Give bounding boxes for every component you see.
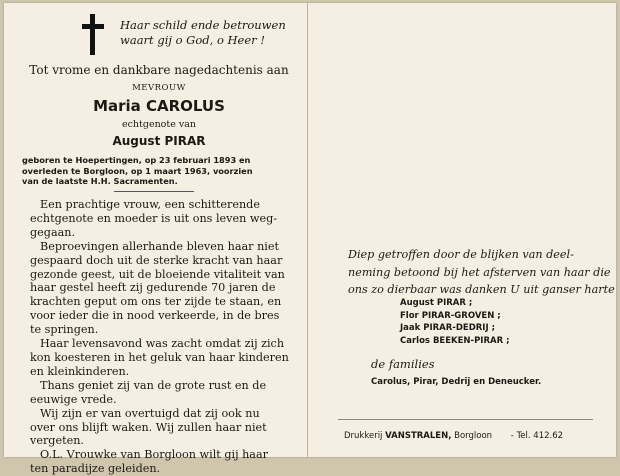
body-line: gespaard doch uit de sterke kracht van haar [30,253,283,267]
families-list: Carolus, Pirar, Dedrij en Deneucker. [371,377,542,387]
right-panel [308,3,616,457]
body-paragraph [30,379,305,407]
thanks-line: Diep getroffen door de blijken van deel- [348,248,574,261]
printer-city: Borgloon [454,431,493,441]
birth-line: van de laatste H.H. Sacramenten. [22,176,178,186]
memorial-card [4,3,616,476]
body-line: vergeten. [30,434,84,448]
families-label: de families [371,357,435,371]
spouse-label: echtgenote van [121,119,197,130]
intro-text: Tot vrome en dankbare nagedachtenis aan [29,63,289,77]
body-line: ten paradijze geleiden. [30,462,161,476]
body-line: gegaan. [30,225,76,239]
divider [114,191,194,192]
printer-dash: - [510,431,514,441]
family-name: Flor PIRAR-GROVEN ; [400,310,501,321]
birth-death-info [22,155,300,187]
body-line: haar gestel heeft zij gedurende 70 jaren de [30,281,276,295]
body-line: echtgenote en moeder is uit ons leven weg- [30,211,278,225]
body-line: te springen. [30,323,99,337]
thanks-line: neming betoond bij het afsterven van haar die [348,265,611,279]
family-name: Carlos BEEKEN-PIRAR ; [400,335,510,346]
birth-line: overleden te Borgloon, op 1 maart 1963, voorzien [22,165,253,176]
body-paragraph [30,337,305,379]
printer-label: Drukkerij [344,431,383,441]
body-paragraph [30,240,305,337]
cross-icon [82,14,104,55]
deceased-name: Maria CAROLUS [93,97,225,115]
printer-divider [338,419,593,420]
body-line: Een prachtige vrouw, een schitterende [40,198,260,211]
body-paragraph [30,198,305,240]
body-line: Haar levensavond was zacht omdat zij zich [40,337,285,351]
body-text [30,198,305,476]
printer-info [344,431,563,441]
family-name: August PIRAR ; [400,298,473,308]
printer-name: VANSTRALEN, [385,431,452,441]
thanks-line: ons zo dierbaar was danken U uit ganser harte [348,283,615,296]
body-line: voor ieder die in nood verkeerde, in de bres [30,309,280,323]
body-line: krachten geput om ons ter zijde te staan, en [30,295,282,309]
title-mevrouw: MEVROUW [132,83,186,93]
body-line: Beproevingen allerhande bleven haar niet [40,239,279,253]
body-line: gezonde geest, uit de bloeiende vitaliteit van [30,267,285,281]
spouse-name: August PIRAR [112,134,206,148]
thanks-text [348,246,615,299]
body-line: eeuwige vrede. [30,392,117,406]
printer-tel: Tel. 412.62 [516,431,564,441]
left-panel [4,3,307,476]
family-name: Jaak PIRAR-DEDRIJ ; [400,323,495,333]
family-names [400,297,509,347]
motto-line: waart gij o God, o Heer ! [120,33,265,47]
body-line: Thans geniet zij van de grote rust en de [40,378,267,392]
body-line: kon koesteren in het geluk van haar kinderen [30,350,289,364]
birth-line: geboren te Hoepertingen, op 23 februari 1893 en [22,155,251,165]
body-paragraph [30,407,305,449]
body-line: en kleinkinderen. [30,364,130,378]
body-line: Wij zijn er van overtuigd dat zij ook nu [40,406,260,420]
motto-line: Haar schild ende betrouwen [120,18,286,32]
body-line: O.L. Vrouwke van Borgloon wilt gij haar [40,448,268,462]
body-paragraph [30,448,305,476]
body-line: over ons blijft waken. Wij zullen haar niet [30,420,267,434]
motto [120,18,300,48]
